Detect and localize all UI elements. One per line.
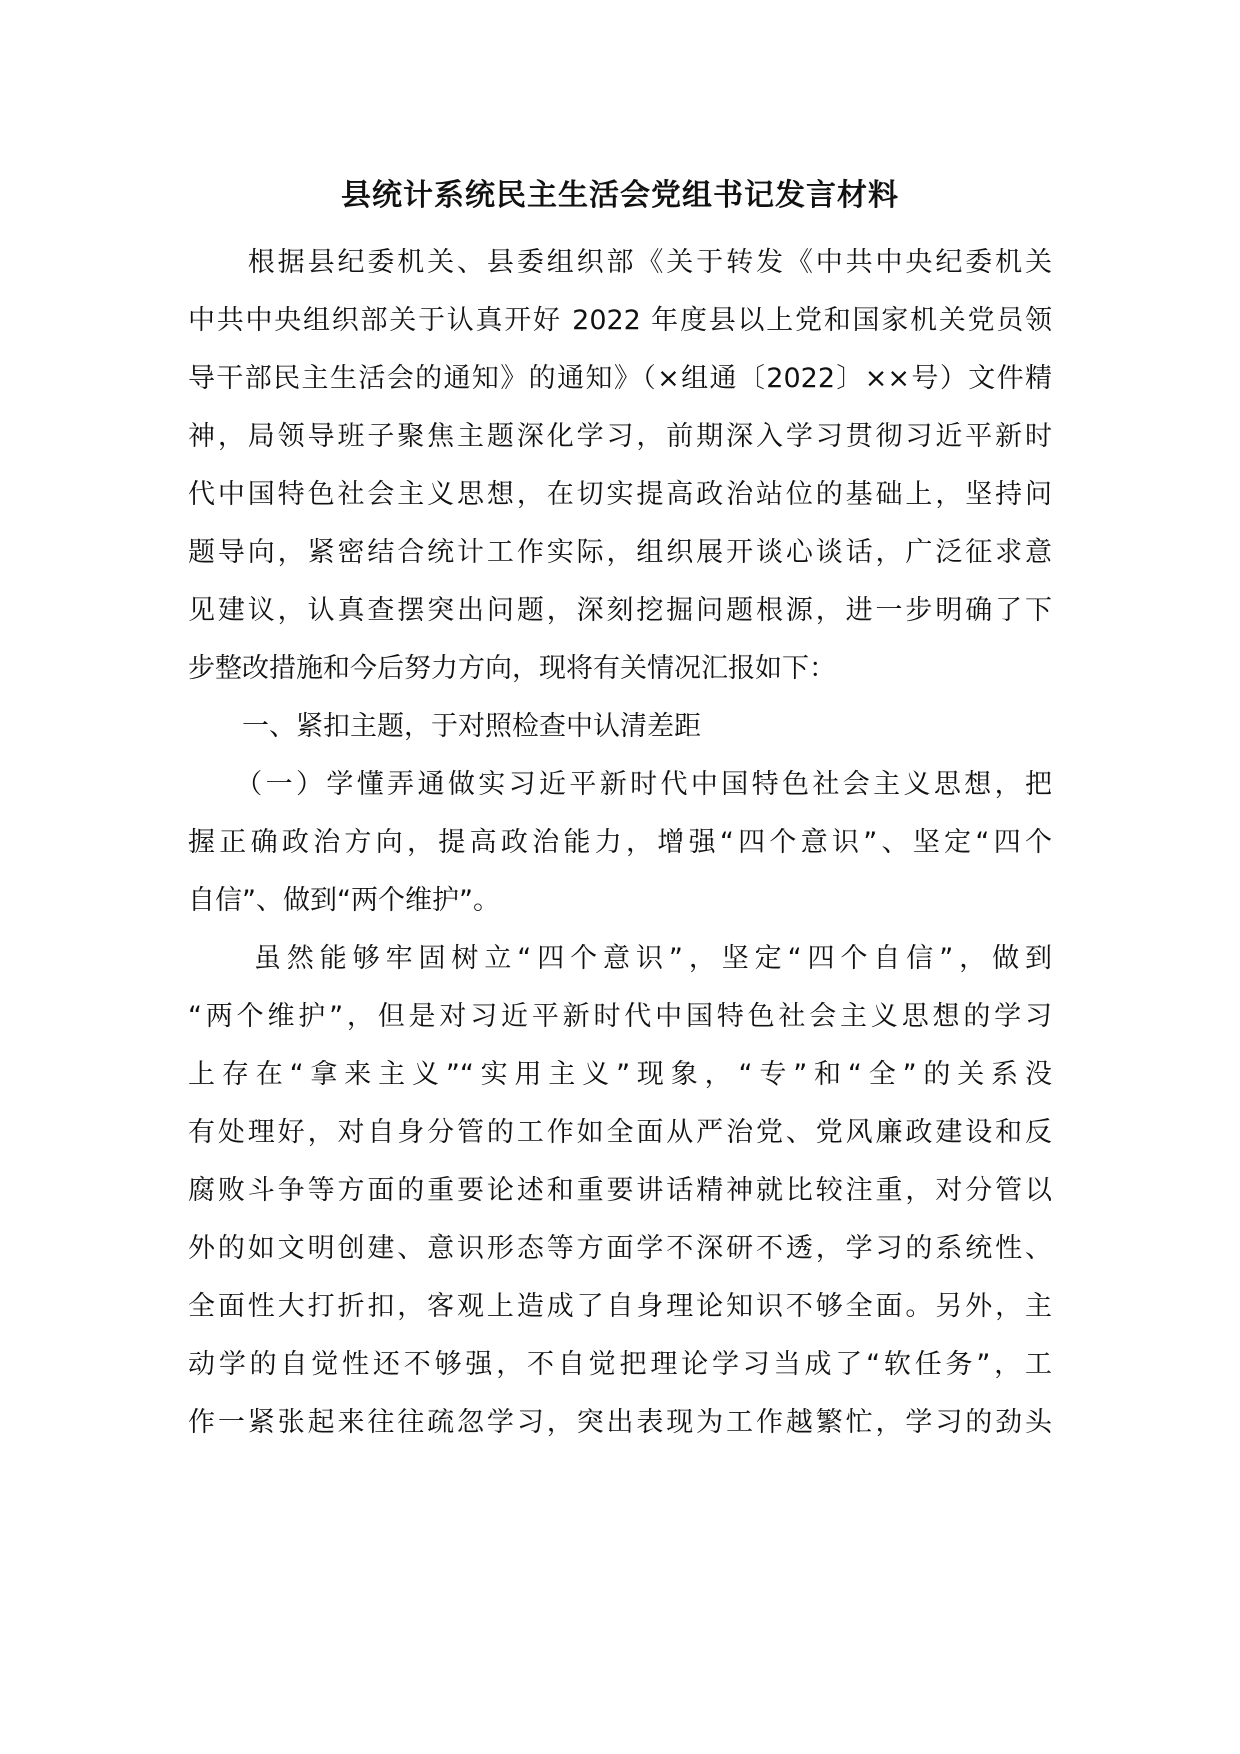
paragraph-line: 步整改措施和今后努力方向，现将有关情况汇报如下： bbox=[188, 653, 836, 684]
subsection-heading-line: 自信”、做到“两个维护”。 bbox=[188, 885, 500, 916]
paragraph-line: 上存在“拿来主义”“实用主义”现象，“专”和“全”的关系没 bbox=[188, 1059, 1052, 1090]
subsection-heading-line: 握正确政治方向，提高政治能力，增强“四个意识”、坚定“四个 bbox=[188, 827, 1052, 858]
paragraph-line: 动学的自觉性还不够强，不自觉把理论学习当成了“软任务”，工 bbox=[188, 1349, 1052, 1380]
document-title: 县统计系统民主生活会党组书记发言材料 bbox=[341, 178, 899, 213]
paragraph-line: 有处理好，对自身分管的工作如全面从严治党、党风廉政建设和反 bbox=[188, 1117, 1052, 1148]
paragraph-line: 导干部民主生活会的通知》的通知》（×组通〔2022〕××号）文件精 bbox=[188, 363, 1052, 394]
section-heading: 一、紧扣主题，于对照检查中认清差距 bbox=[188, 711, 701, 742]
paragraph-line: “两个维护”，但是对习近平新时代中国特色社会主义思想的学习 bbox=[188, 1001, 1052, 1032]
subsection-heading-line: （一）学懂弄通做实习近平新时代中国特色社会主义思想，把 bbox=[188, 769, 1052, 800]
paragraph-line: 神，局领导班子聚焦主题深化学习，前期深入学习贯彻习近平新时 bbox=[188, 421, 1052, 452]
paragraph-line: 全面性大打折扣，客观上造成了自身理论知识不够全面。另外，主 bbox=[188, 1291, 1052, 1322]
paragraph-line: 根据县纪委机关、县委组织部《关于转发《中共中央纪委机关 bbox=[188, 247, 1052, 278]
paragraph-line: 题导向，紧密结合统计工作实际，组织展开谈心谈话，广泛征求意 bbox=[188, 537, 1052, 568]
paragraph-line: 虽然能够牢固树立“四个意识”，坚定“四个自信”，做到 bbox=[188, 943, 1052, 974]
paragraph-line: 代中国特色社会主义思想，在切实提高政治站位的基础上，坚持问 bbox=[188, 479, 1052, 510]
paragraph-line: 腐败斗争等方面的重要论述和重要讲话精神就比较注重，对分管以 bbox=[188, 1175, 1052, 1206]
paragraph-line: 外的如文明创建、意识形态等方面学不深研不透，学习的系统性、 bbox=[188, 1233, 1052, 1264]
paragraph-line: 作一紧张起来往往疏忽学习，突出表现为工作越繁忙，学习的劲头 bbox=[188, 1407, 1052, 1438]
paragraph-line: 中共中央组织部关于认真开好 2022 年度县以上党和国家机关党员领 bbox=[188, 305, 1052, 336]
paragraph-line: 见建议，认真查摆突出问题，深刻挖掘问题根源，进一步明确了下 bbox=[188, 595, 1052, 626]
